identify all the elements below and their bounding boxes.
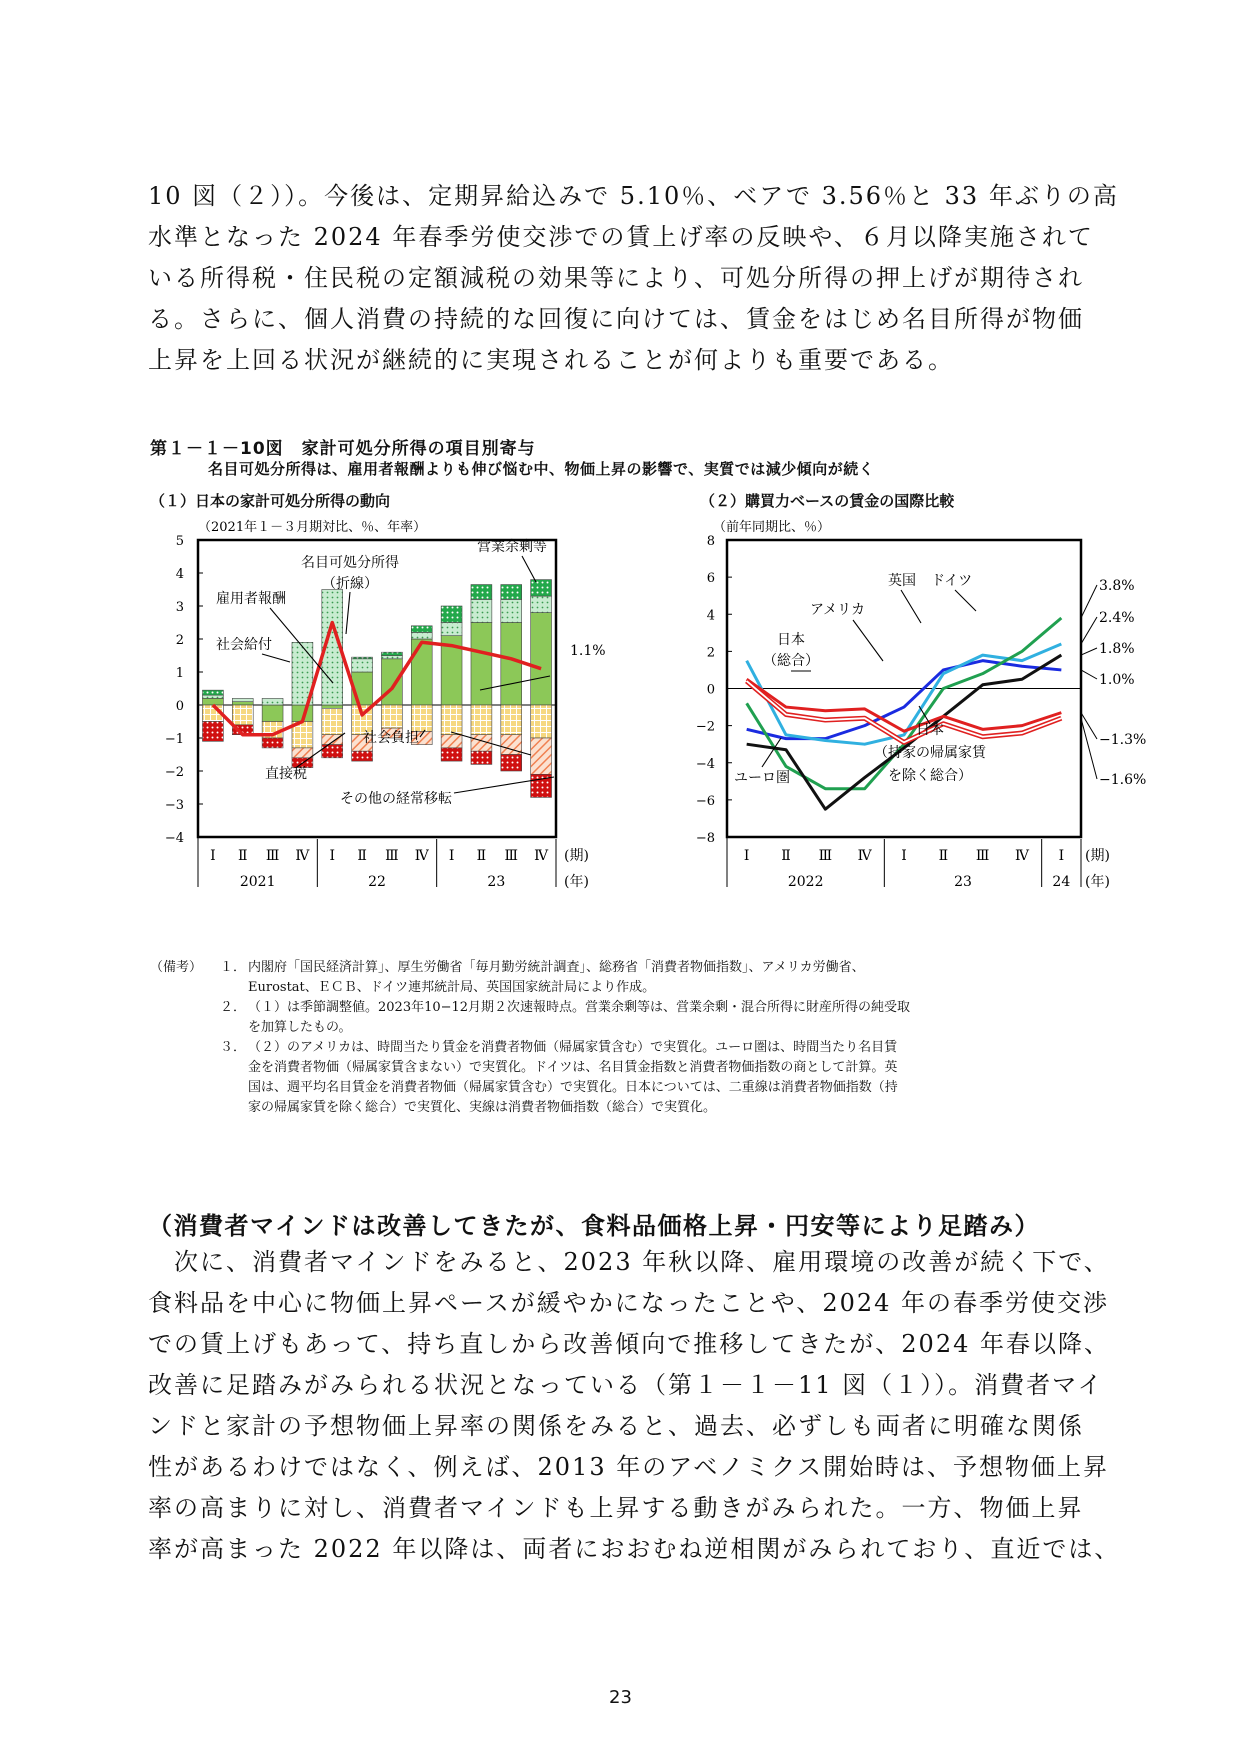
bar-social-benefits <box>441 623 462 636</box>
annot-operating-surplus: 営業余剰等 <box>477 539 547 555</box>
panel2-year-label: 23 <box>954 874 972 890</box>
bar-compensation <box>471 623 492 706</box>
bar-social-contrib <box>471 705 492 735</box>
panel1-ytick-label: 2 <box>175 633 184 648</box>
bar-social-contrib <box>232 705 253 725</box>
panel1-period-label: (期) <box>564 848 589 864</box>
figure-title: 第１－１－10図 家計可処分所得の項目別寄与 <box>150 439 536 459</box>
panel2-ytick-label: 6 <box>706 571 715 587</box>
panel2-end-leader <box>1081 617 1097 644</box>
bar-compensation <box>381 659 402 705</box>
bar-other-transfers <box>292 748 313 758</box>
panel1-xtick-label: Ⅳ <box>414 848 429 864</box>
panel2-year-label: 2022 <box>787 874 824 890</box>
panel1-ytick-label: −4 <box>164 831 184 846</box>
note-number: １． <box>220 960 247 975</box>
panel2-chart <box>696 519 1146 890</box>
panel1-chart <box>165 519 606 890</box>
panel2-title: （２）購買力ベースの賃金の国際比較 <box>700 492 955 510</box>
annot-uk: 英国 <box>888 573 916 589</box>
annot-japan-excl: 日本 <box>916 722 944 738</box>
panel1-ytick-label: −2 <box>164 765 184 780</box>
panel1-xtick-label: Ⅰ <box>448 848 455 864</box>
text-line: 上昇を上回る状況が継続的に実現されることが何よりも重要である。 <box>148 346 954 374</box>
panel2-ytick-label: −2 <box>695 719 715 735</box>
note-number: ２． <box>220 1000 247 1015</box>
panel1-xtick-label: Ⅲ <box>385 848 399 864</box>
panel1-ytick-label: −1 <box>164 732 184 747</box>
bar-social-benefits <box>411 632 432 639</box>
bar-social-contrib <box>531 705 552 738</box>
panel1-xtick-label: Ⅱ <box>237 848 248 864</box>
bar-social-contrib <box>381 705 402 728</box>
panel2-year-unit-label: (年) <box>1085 874 1110 890</box>
text-line: る。さらに、個人消費の持続的な回復に向けては、賃金をはじめ名目所得が物価 <box>148 305 1084 333</box>
annot-other-transfers: その他の経常移転 <box>340 791 452 807</box>
panel1-xtick-label: Ⅰ <box>210 848 216 864</box>
note-line: 家の帰属家賃を除く総合）で実質化、実線は消費者物価指数（総合）で実質化。 <box>248 1100 717 1115</box>
note-line: を加算したもの。 <box>248 1020 352 1035</box>
panel1-year-label: 23 <box>487 874 506 890</box>
bar-compensation <box>501 623 522 706</box>
panel2-end-label: 1.0% <box>1099 672 1135 688</box>
panel2-end-leader <box>1081 718 1097 779</box>
annot-japan-total: 日本 <box>777 632 805 648</box>
annot-social-contrib: 社会負担 <box>363 730 419 746</box>
panel1-xtick-label: Ⅳ <box>295 848 310 864</box>
bar-social-benefits <box>471 599 492 622</box>
annot-japan-excl-sub1: （持家の帰属家賃 <box>874 745 986 761</box>
panel2-end-label: −1.6% <box>1099 772 1147 788</box>
panel1-xtick-label: Ⅲ <box>265 848 280 864</box>
text-line: 率の高まりに対し、消費者マインドも上昇する動きがみられた。一方、物価上昇 <box>148 1494 1084 1522</box>
bar-compensation <box>531 613 552 705</box>
panel2-end-label: 2.4% <box>1099 610 1135 626</box>
bar-direct-tax <box>202 722 223 742</box>
panel1-xtick-label: Ⅲ <box>504 848 519 864</box>
annot-nominal-disposable: 名目可処分所得 <box>301 555 399 571</box>
annot-compensation: 雇用者報酬 <box>216 591 286 607</box>
panel2-xtick-label: Ⅰ <box>1058 848 1065 864</box>
page-number: 23 <box>609 1687 632 1708</box>
bar-compensation <box>322 705 343 708</box>
panel2-period-label: (期) <box>1085 848 1110 864</box>
annot-japan-total-sub: （総合） <box>763 653 819 669</box>
panel2-end-label: 3.8% <box>1099 578 1135 594</box>
notes-tag: （備考） <box>150 960 203 975</box>
panel2-xtick-label: Ⅳ <box>1015 848 1029 864</box>
note-line: Eurostat、ＥＣＢ、ドイツ連邦統計局、英国国家統計局により作成。 <box>248 980 656 995</box>
panel2-xtick-label: Ⅰ <box>901 848 907 864</box>
panel1-year-label: 2021 <box>239 874 276 890</box>
note-line: （２）のアメリカは、時間当たり賃金を消費者物価（帰属家賃含む）で実質化。ユーロ圏は、時間当たり名目賃 <box>248 1040 898 1055</box>
text-line: 次に、消費者マインドをみると、2023 年秋以降、雇用環境の改善が続く下で、 <box>148 1248 1110 1276</box>
panel1-xtick-label: Ⅱ <box>357 848 367 864</box>
panel1-xtick-label: Ⅰ <box>329 848 336 864</box>
panel1-ytick-label: 1 <box>175 666 184 681</box>
bar-social-benefits <box>352 659 373 672</box>
bar-social-benefits <box>262 698 283 705</box>
panel2-xtick-label: Ⅲ <box>818 848 833 864</box>
panel2-ytick-label: −4 <box>695 756 715 772</box>
bar-compensation <box>262 705 283 722</box>
panel2-xtick-label: Ⅱ <box>781 848 791 864</box>
panel2-unit-note: （前年同期比、％） <box>713 520 831 535</box>
bar-social-benefits <box>202 695 223 698</box>
bar-operating-surplus <box>441 606 462 623</box>
note-line: 国は、週平均名目賃金を消費者物価（帰属家賃含む）で実質化。日本については、二重線は消費者物価指数（持 <box>248 1080 898 1095</box>
panel2-ytick-label: −8 <box>695 831 715 846</box>
bar-other-transfers <box>531 738 552 774</box>
panel1-year-unit-label: (年) <box>564 874 589 890</box>
text-line: 食料品を中心に物価上昇ペースが緩やかになったことや、2024 年の春季労使交渉 <box>148 1289 1110 1317</box>
bar-compensation <box>411 639 432 705</box>
text-line: 10 図（２））。今後は、定期昇給込みで 5.10％、ベアで 3.56％と 33 年ぶりの高 <box>148 182 1119 210</box>
text-line: での賃上げもあって、持ち直しから改善傾向で推移してきたが、2024 年春以降、 <box>148 1330 1110 1358</box>
panel1-ytick-label: 5 <box>175 534 184 549</box>
figure-charts <box>150 510 1147 930</box>
panel2-end-label: 1.8% <box>1099 641 1135 657</box>
bar-operating-surplus <box>531 580 552 597</box>
bar-direct-tax <box>262 738 283 748</box>
panel2-xtick-label: Ⅰ <box>743 848 750 864</box>
text-line: 率が高まった 2022 年以降は、両者におおむね逆相関がみられており、直近では、 <box>148 1535 1121 1563</box>
bar-compensation <box>232 702 253 705</box>
bar-operating-surplus <box>381 652 402 655</box>
bar-direct-tax <box>501 755 522 772</box>
figure-subtitle: 名目可処分所得は、雇用者報酬よりも伸び悩む中、物価上昇の影響で、実質では減少傾向が続く <box>208 460 875 478</box>
bar-social-contrib <box>441 705 462 735</box>
panel1-xtick-label: Ⅳ <box>534 848 549 864</box>
note-number: ３． <box>220 1040 247 1055</box>
bar-social-benefits <box>232 698 253 701</box>
text-line: 改善に足踏みがみられる状況となっている（第１－１－11 図（１））。消費者マイ <box>148 1371 1104 1399</box>
annot-usa: アメリカ <box>810 602 866 618</box>
panel1-ytick-label: 4 <box>175 567 184 582</box>
panel2-xtick-label: Ⅲ <box>975 848 990 864</box>
top-paragraph <box>148 176 1119 381</box>
annot-line-note: （折線） <box>322 576 378 592</box>
annot-social-benefits: 社会給付 <box>216 637 272 653</box>
text-line: ンドと家計の予想物価上昇率の関係をみると、過去、必ずしも両者に明確な関係 <box>148 1412 1084 1440</box>
panel2-ytick-label: 2 <box>706 645 715 661</box>
panel2-year-label: 24 <box>1052 874 1071 890</box>
note-line: 内閣府「国民経済計算」、厚生労働省「毎月勤労統計調査」、総務省「消費者物価指数」、アメリカ労働省、 <box>248 960 865 975</box>
bar-social-benefits <box>531 596 552 613</box>
panel1-ytick-label: 0 <box>175 699 184 714</box>
figure-notes <box>150 958 1090 1118</box>
panel2-ytick-label: 0 <box>706 682 715 698</box>
panel2-end-leader <box>1081 585 1097 618</box>
panel1-ytick-label: 3 <box>175 600 184 615</box>
text-line: 水準となった 2024 年春季労使交渉での賃上げ率の反映や、６月以降実施されて <box>148 223 1094 251</box>
bar-operating-surplus <box>202 690 223 695</box>
bar-social-contrib <box>501 705 522 735</box>
bottom-paragraph <box>148 1242 1121 1570</box>
panel2-end-label: −1.3% <box>1099 732 1147 748</box>
panel1-end-label: 1.1% <box>570 643 606 659</box>
panel1-title: （１）日本の家計可処分所得の動向 <box>150 492 391 510</box>
panel2-end-leader <box>1081 670 1097 679</box>
annot-germany: ドイツ <box>931 573 973 589</box>
panel2-ytick-label: 4 <box>706 608 715 624</box>
bar-social-benefits <box>381 656 402 659</box>
bar-compensation <box>202 698 223 705</box>
note-line: 金を消費者物価（帰属家賃含まない）で実質化。ドイツは、名目賃金指数と消費者物価指数の商として計算。英 <box>248 1060 898 1075</box>
panel1-year-label: 22 <box>368 874 386 890</box>
bar-operating-surplus <box>352 657 373 659</box>
panel2-ytick-label: −6 <box>695 793 715 809</box>
panel1-unit-note: （2021年１－３月期対比、％、年率） <box>198 520 427 535</box>
bar-direct-tax <box>471 751 492 764</box>
annot-euro-area: ユーロ圏 <box>734 770 790 786</box>
bar-direct-tax <box>352 751 373 761</box>
panel2-leader-lines <box>762 590 976 767</box>
section-heading: （消費者マインドは改善してきたが、食料品価格上昇・円安等により足踏み） <box>148 1212 1041 1240</box>
text-line: 性があるわけではなく、例えば、2013 年のアベノミクス開始時は、予想物価上昇 <box>148 1453 1110 1481</box>
annot-direct-tax: 直接税 <box>265 766 307 782</box>
bar-operating-surplus <box>471 585 492 600</box>
bar-social-contrib <box>411 705 432 731</box>
panel2-ytick-label: 8 <box>706 534 715 549</box>
bar-social-benefits <box>501 599 522 622</box>
bar-direct-tax <box>441 748 462 761</box>
annot-japan-excl-sub2: を除く総合） <box>888 768 972 784</box>
panel2-xtick-label: Ⅱ <box>938 848 949 864</box>
bar-operating-surplus <box>411 626 432 633</box>
bar-social-contrib <box>322 708 343 734</box>
note-line: （１）は季節調整値。2023年10−12月期２次速報時点。営業余剰等は、営業余剰・混合所得に財産所得の純受取 <box>248 1000 911 1015</box>
panel1-xtick-label: Ⅱ <box>476 848 487 864</box>
bar-other-transfers <box>441 735 462 748</box>
bar-operating-surplus <box>501 585 522 600</box>
text-line: いる所得税・住民税の定額減税の効果等により、可処分所得の押上げが期待され <box>148 264 1084 292</box>
panel1-ytick-label: −3 <box>164 798 184 813</box>
panel2-end-leader <box>1081 648 1097 655</box>
panel2-xtick-label: Ⅳ <box>857 848 872 864</box>
